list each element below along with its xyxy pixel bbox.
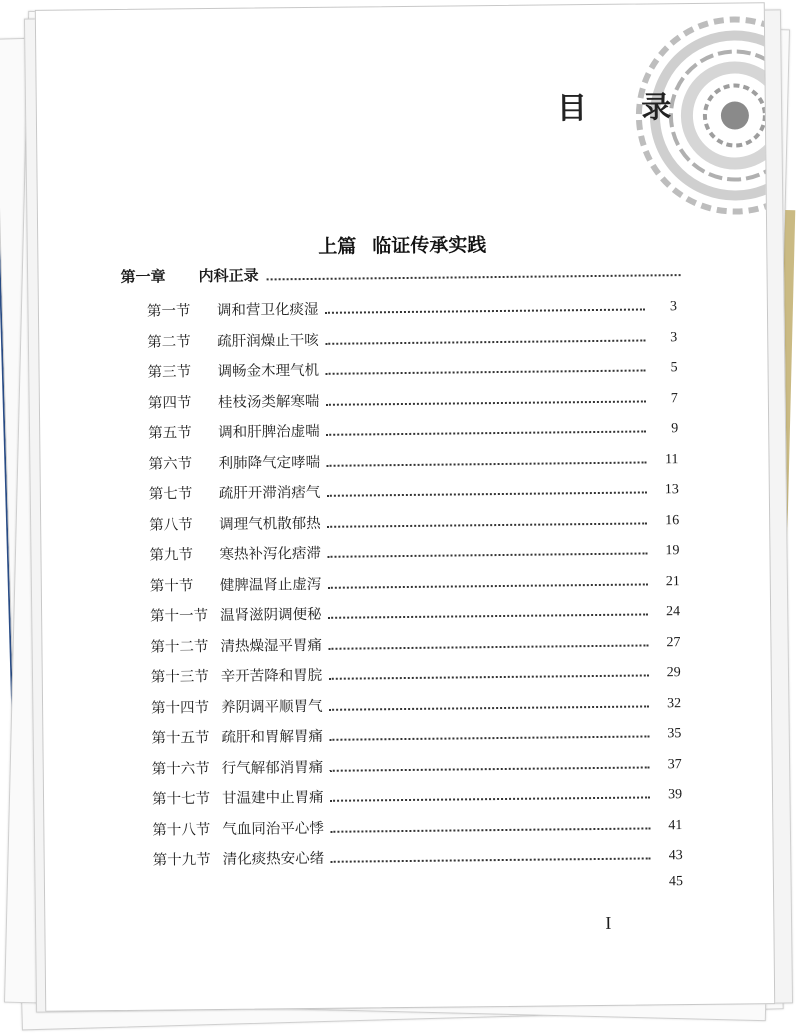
- section-number: 第二节: [147, 333, 191, 351]
- leader-dots: [325, 369, 646, 374]
- section-number: 第十九节: [152, 852, 211, 869]
- page-ref: 11: [664, 451, 679, 467]
- section-number: 第九节: [149, 547, 194, 564]
- leader-dots: [324, 308, 645, 313]
- section-number: 第五节: [148, 425, 192, 442]
- page-ref: 41: [668, 817, 683, 833]
- page-ref: 3: [669, 299, 677, 315]
- section-title: 行气解郁消胃痛: [221, 759, 324, 777]
- toc-page: [35, 2, 775, 1012]
- section-number: 第十三节: [150, 669, 209, 686]
- section-title: 调理气机散郁热: [219, 515, 321, 533]
- section-title: 温肾滋阴调便秘: [220, 606, 322, 624]
- section-number: 第六节: [148, 455, 193, 473]
- leader-dots: [327, 583, 648, 588]
- section-number: 第八节: [149, 516, 193, 534]
- section-title: 甘温建中止胃痛: [221, 789, 324, 807]
- section-title: 辛开苦降和胃脘: [220, 667, 323, 685]
- leader-dots: [328, 674, 649, 679]
- section-number: 第十五节: [151, 730, 210, 747]
- chapter-number: 第一章: [120, 267, 166, 286]
- leader-dots: [330, 796, 651, 801]
- page-ref: 24: [666, 604, 681, 620]
- page-ref: 13: [664, 482, 679, 498]
- page-ref: 39: [667, 787, 683, 803]
- leader-dots: [326, 491, 647, 496]
- section-title: 疏肝和胃解胃痛: [221, 728, 323, 746]
- part-name: 临证传承实践: [372, 234, 487, 258]
- page-ref: 3: [670, 329, 678, 345]
- page-ref: 43: [668, 848, 683, 864]
- toc-entry-continued: [153, 874, 683, 910]
- leader-dots: [325, 400, 646, 405]
- chapter-heading: [120, 260, 680, 287]
- section-title: 健脾温肾止虚泻: [219, 576, 322, 594]
- section-title: 疏肝开滞消痞气: [218, 484, 321, 502]
- section-title: 桂枝汤类解寒喘: [217, 393, 320, 411]
- page-ref: 29: [666, 665, 681, 681]
- leader-dots: [328, 613, 649, 618]
- section-number: 第十六节: [151, 760, 210, 778]
- section-title: 调和营卫化痰湿: [216, 301, 319, 319]
- section-number: 第一节: [146, 303, 191, 320]
- leader-dots: [326, 430, 647, 435]
- section-title: 清化痰热安心绪: [222, 850, 325, 868]
- part-label: 上篇: [318, 235, 357, 258]
- page-ref: 21: [665, 573, 680, 589]
- chapter-title: 内科正录: [198, 266, 259, 286]
- leader-dots: [267, 274, 681, 280]
- leader-dots: [329, 705, 650, 710]
- section-number: 第十一节: [150, 608, 209, 625]
- section-number: 第十八节: [152, 821, 211, 839]
- section-title: 清热燥湿平胃痛: [220, 637, 323, 655]
- leader-dots: [330, 827, 651, 832]
- section-title: 养阴调平顺胃气: [221, 698, 323, 716]
- page-ref: 37: [667, 756, 682, 772]
- section-title: 疏肝润燥止干咳: [217, 332, 319, 350]
- section-number: 第四节: [147, 394, 192, 412]
- page-number: I: [605, 912, 612, 933]
- section-title: 调畅金木理气机: [217, 362, 320, 380]
- section-title: 气血同治平心悸: [222, 820, 324, 838]
- leader-dots: [329, 766, 650, 771]
- section-number: 第十节: [149, 577, 194, 595]
- page-ref: 9: [671, 421, 679, 437]
- leader-dots: [327, 552, 648, 557]
- leader-dots: [325, 339, 646, 344]
- section-number: 第七节: [148, 486, 193, 503]
- leader-dots: [328, 644, 649, 649]
- section-title: 调和肝脾治虚喘: [218, 423, 320, 441]
- page-ref: 27: [666, 634, 681, 650]
- leader-dots: [329, 735, 650, 740]
- leader-dots: [330, 857, 651, 862]
- page-ref: 7: [670, 390, 678, 406]
- page-ref: 5: [670, 360, 678, 376]
- toc-entries: [147, 294, 683, 910]
- page-ref: 16: [665, 512, 680, 528]
- page-ref: 32: [666, 695, 682, 711]
- section-title: 寒热补泻化痞滞: [219, 545, 322, 563]
- leader-dots: [326, 461, 647, 466]
- leader-dots: [327, 522, 648, 527]
- page-ref: 35: [667, 726, 682, 742]
- page-ref: 45: [668, 873, 684, 889]
- section-number: 第十四节: [151, 699, 210, 717]
- section-title: 利肺降气定哮喘: [218, 454, 321, 472]
- toc-title: 目 录: [556, 89, 694, 127]
- section-number: 第三节: [147, 364, 192, 381]
- section-number: 第十二节: [150, 638, 209, 656]
- page-ref: 19: [665, 543, 680, 559]
- part-heading: [38, 227, 766, 262]
- section-number: 第十七节: [151, 791, 211, 808]
